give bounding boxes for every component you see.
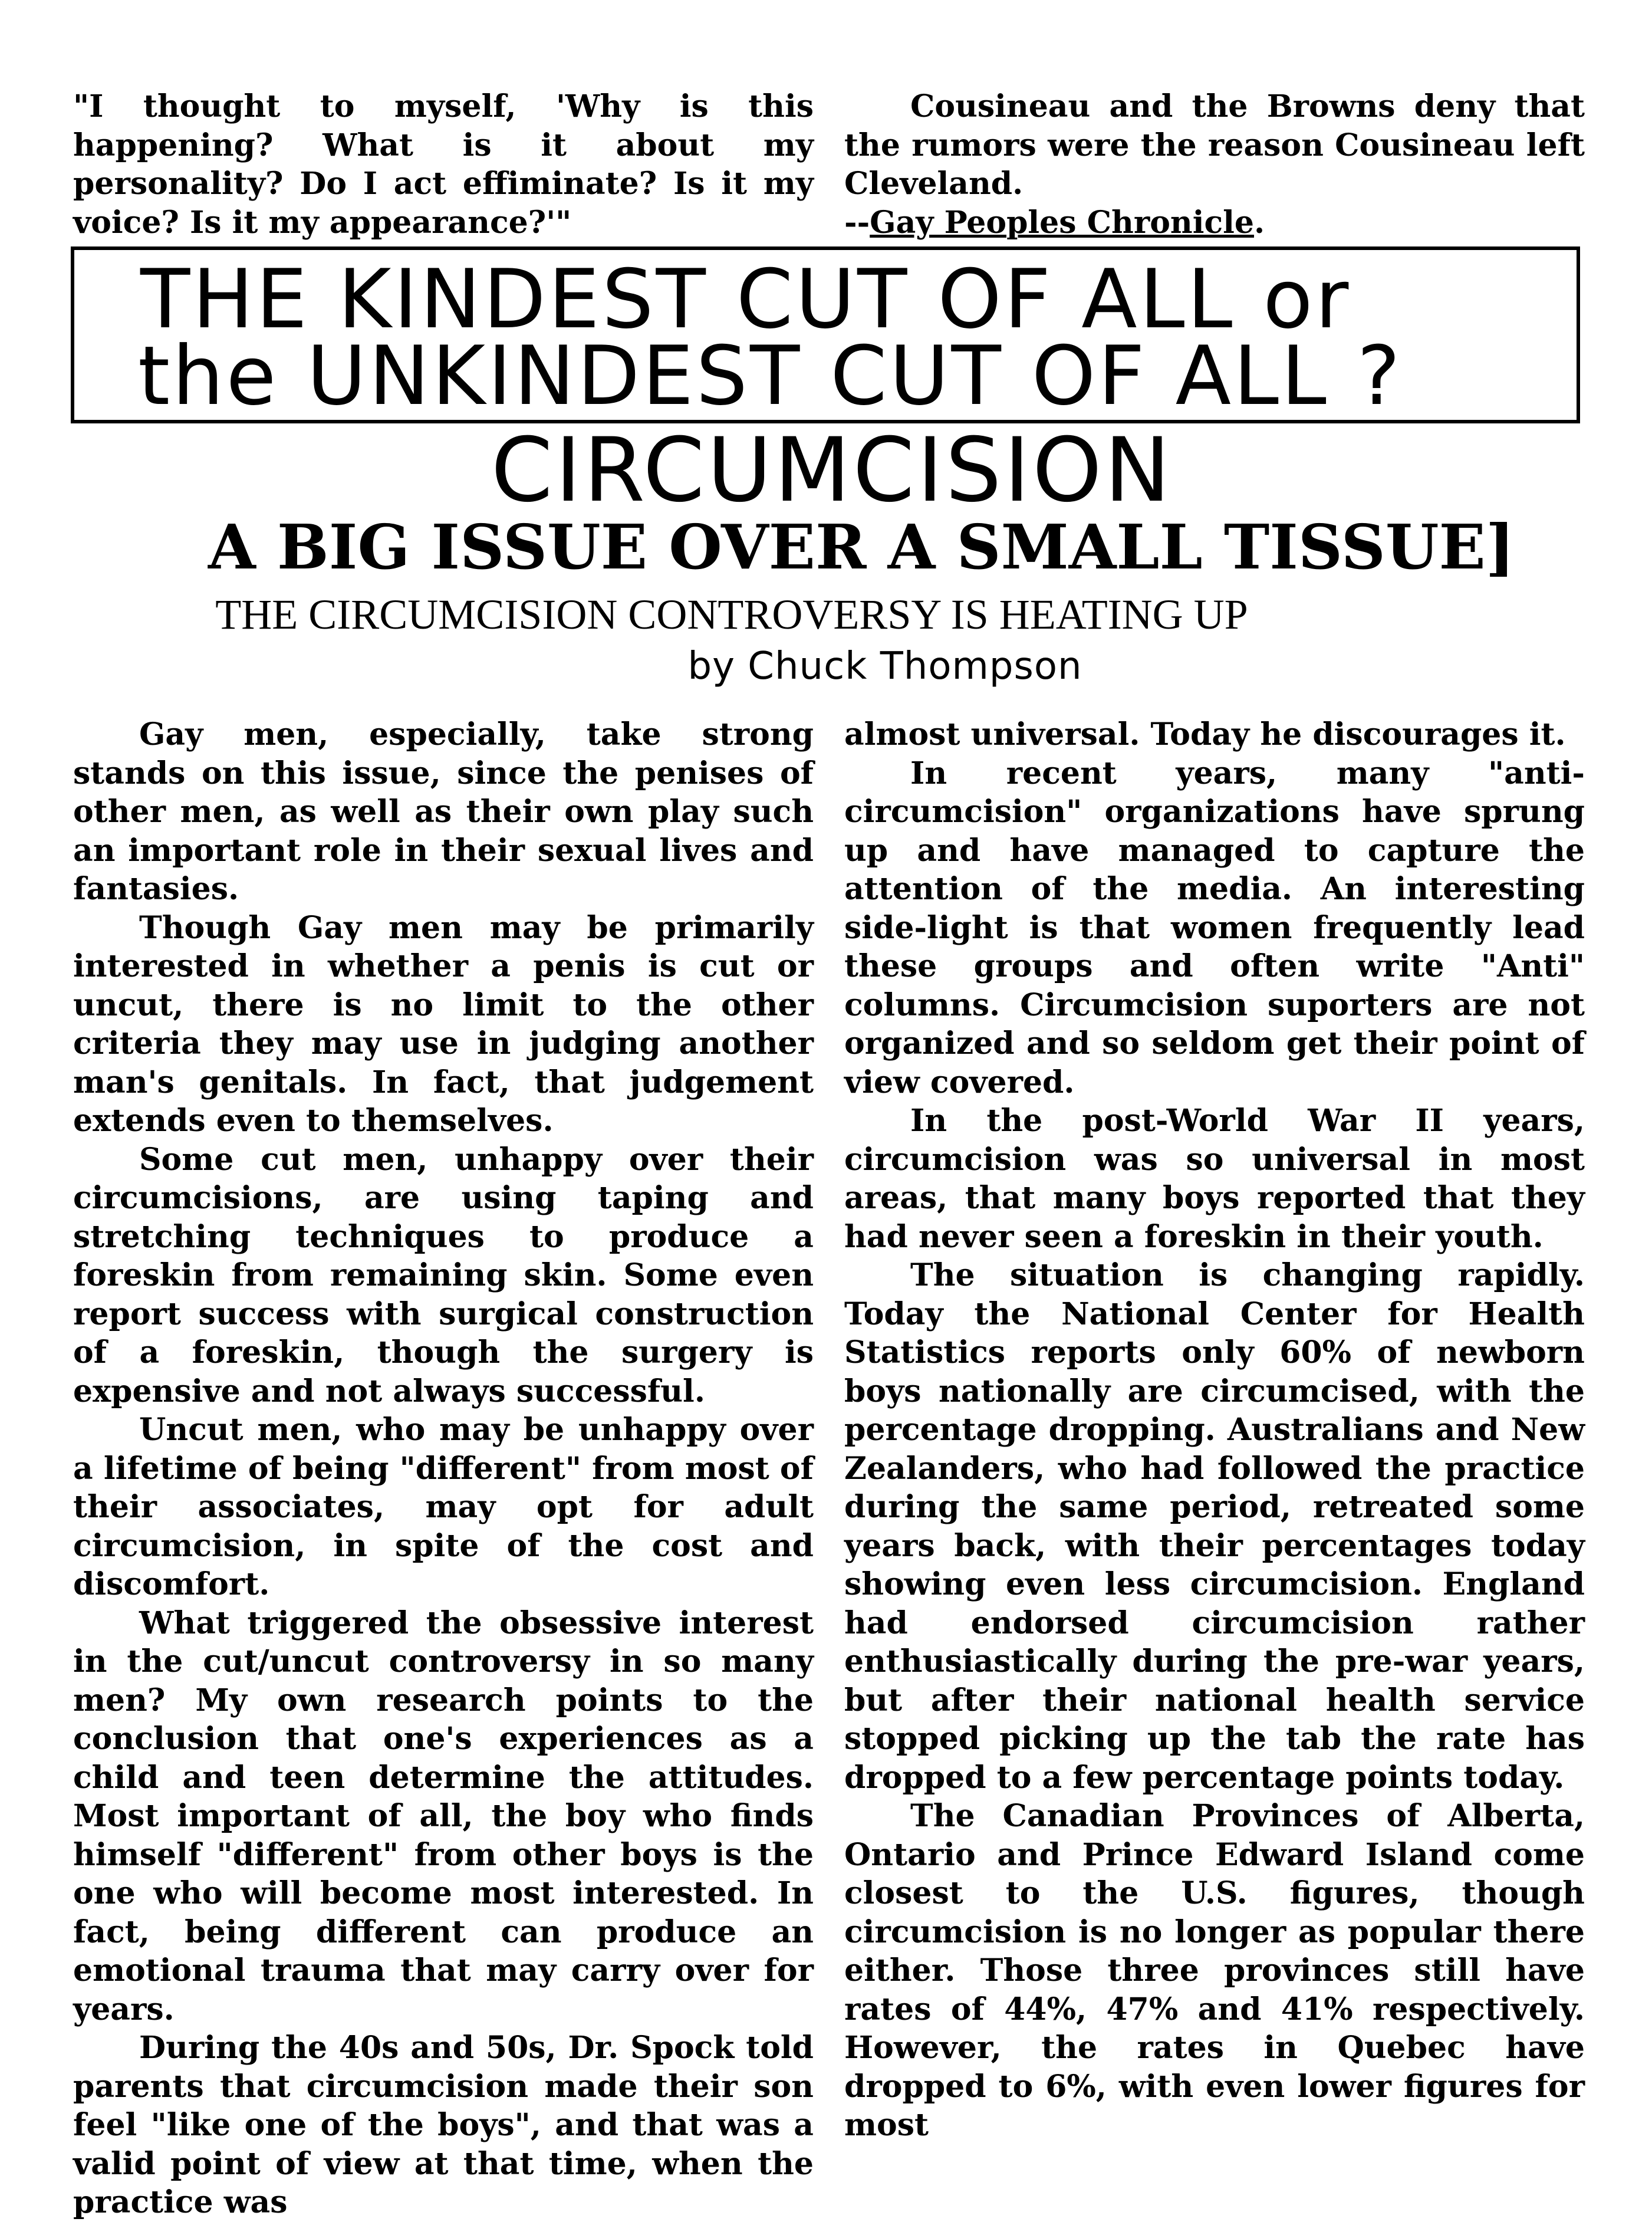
body-paragraph: In recent years, many "anti-circumcision" organizations have sprung up and have managed to capture the attention of the media. An interesting side-light is that women frequently lead these groups and often write "Anti" columns. Circumcision suporters are not organized and so seldom get their point of view covered. (844, 755, 1585, 1100)
article-byline: by Chuck Thompson (687, 645, 1082, 688)
previous-article-quote-column (73, 87, 814, 242)
article-subtitle: A BIG ISSUE OVER A SMALL TISSUE] (208, 511, 1515, 583)
quote-paragraph: "I thought to myself, 'Why is this happening? What is it about my personality? Do I act effiminate? Is it my voice? Is it my appearance?'" (73, 88, 814, 241)
body-paragraph: The situation is changing rapidly. Today the National Center for Health Statistics reports only 60% of newborn boys nationally are circumcised, with the percentage dropping. Australians and New Zealanders, who had followed the practice during the same period, retreated some years back, with their percentages today showing even less circumcision. England had endorsed circumcision rather enthusiastically during the pre-war years, but after their national health service stopped picking up the tab the rate has dropped to a few percentage points today. (844, 1257, 1585, 1796)
headline-line-2: the UNKINDEST CUT OF ALL ? (138, 328, 1403, 423)
article-kicker: THE CIRCUMCISION CONTROVERSY IS HEATING UP (215, 591, 1248, 638)
body-paragraph: During the 40s and 50s, Dr. Spock told parents that circumcision made their son feel "like one of the boys", and that was a valid point of view at that time, when the practice was (73, 2030, 814, 2220)
source-prefix: -- (844, 204, 870, 241)
body-paragraph-continuation: almost universal. Today he discourages it. (844, 716, 1566, 752)
article-body-left-column (73, 715, 814, 2222)
body-paragraph: In the post-World War II years, circumcision was so universal in most areas, that many boys reported that they had never seen a foreskin in their youth. (844, 1103, 1585, 1255)
article-title: CIRCUMCISION (491, 419, 1173, 522)
body-paragraph: Uncut men, who may be unhappy over a lifetime of being "different" from most of their associates, may opt for adult circumcision, in spite of the cost and discomfort. (73, 1412, 814, 1602)
headline-line-1: THE KINDEST CUT OF ALL or (140, 252, 1351, 347)
source-credit (844, 203, 1585, 242)
previous-article-ending-column (844, 87, 1585, 242)
article-body-right-column (844, 715, 1585, 2145)
body-paragraph: Some cut men, unhappy over their circumcisions, are using taping and stretching techniques to produce a foreskin from remaining skin. Some even report success with surgical construction of a foreskin, though the surgery is expensive and not always successful. (73, 1141, 814, 1409)
body-paragraph: What triggered the obsessive interest in the cut/uncut controversy in so many men? My own research points to the conclusion that one's experiences as a child and teen determine the attitudes. Most important of all, the boy who finds himself "different" from other boys is the one who will become most interested. In fact, being different can produce an emotional trauma that may carry over for years. (73, 1605, 814, 2027)
article-ending-paragraph: Cousineau and the Browns deny that the rumors were the reason Cousineau left Cleveland. (844, 88, 1585, 202)
source-suffix: . (1253, 204, 1265, 241)
headline-box (71, 246, 1580, 423)
source-publication-name: Gay Peoples Chronicle (870, 204, 1254, 241)
body-paragraph: Though Gay men may be primarily interested in whether a penis is cut or uncut, there is no limit to the other criteria they may use in judging another man's genitals. In fact, that judgement extends even to themselves. (73, 909, 814, 1139)
body-paragraph: Gay men, especially, take strong stands on this issue, since the penises of other men, as well as their own play such an important role in their sexual lives and fantasies. (73, 716, 814, 907)
body-paragraph: The Canadian Provinces of Alberta, Ontario and Prince Edward Island come closest to the U.S. figures, though circumcision is no longer as popular there either. Those three provinces still have rates of 44%, 47% and 41% respectively. However, the rates in Quebec have dropped to 6%, with even lower figures for most (844, 1798, 1585, 2143)
